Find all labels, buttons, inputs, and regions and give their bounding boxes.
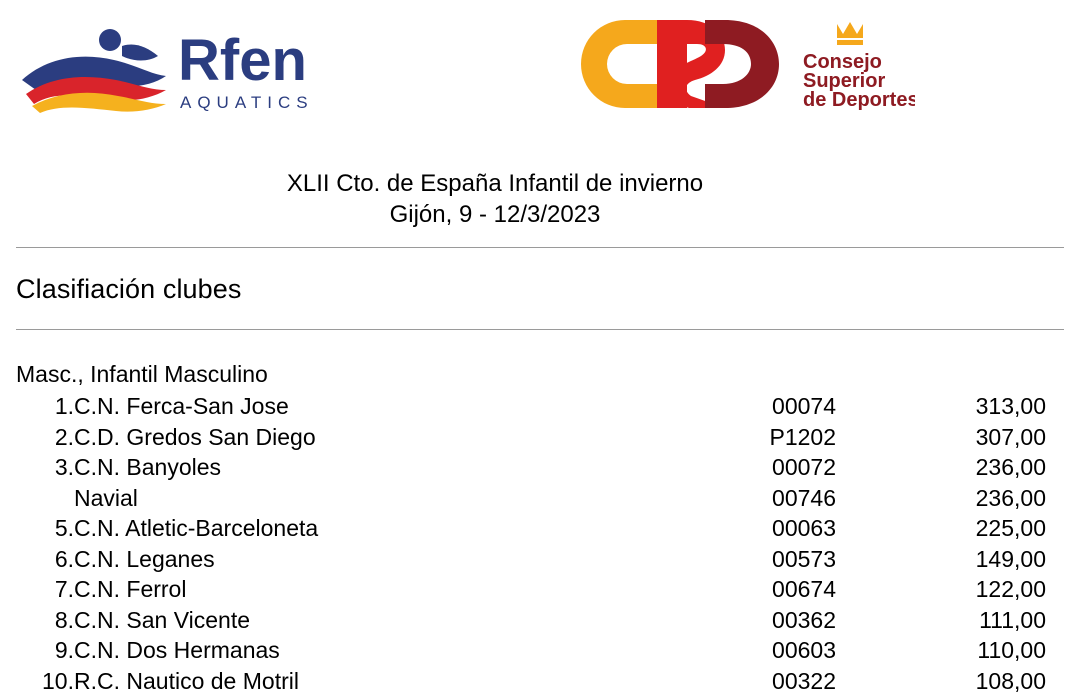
table-row (16, 607, 1046, 638)
rfen-aquatics-logo (18, 18, 358, 113)
table-row (16, 546, 1046, 577)
row-code: 00573 (646, 546, 836, 577)
row-club: C.N. Atletic-Barceloneta (74, 515, 646, 546)
row-code: P1202 (646, 424, 836, 455)
row-club: C.N. Banyoles (74, 454, 646, 485)
csd-line1: Consejo (803, 51, 882, 73)
row-code: 00362 (646, 607, 836, 638)
table-row (16, 515, 1046, 546)
row-points: 236,00 (836, 485, 1046, 516)
csd-line3: de Deportes (803, 89, 915, 111)
row-points: 108,00 (836, 668, 1046, 698)
row-code: 00322 (646, 668, 836, 698)
row-points: 110,00 (836, 637, 1046, 668)
row-rank: 8. (16, 607, 74, 638)
row-club: C.N. San Vicente (74, 607, 646, 638)
rfen-wordmark: Rfen (178, 28, 307, 93)
divider-under-title (16, 329, 1064, 330)
category-heading: Masc., Infantil Masculino (16, 361, 1080, 388)
document-header (0, 0, 1080, 130)
table-body (16, 393, 1046, 698)
row-rank: 3. (16, 454, 74, 485)
row-club: C.N. Dos Hermanas (74, 637, 646, 668)
row-rank: 2. (16, 424, 74, 455)
event-title-block (0, 168, 1080, 230)
csd-line2: Superior (803, 70, 885, 92)
row-rank: 10. (16, 668, 74, 698)
row-club: Navial (74, 485, 646, 516)
row-club: R.C. Nautico de Motril (74, 668, 646, 698)
table-row (16, 485, 1046, 516)
row-code: 00746 (646, 485, 836, 516)
row-code: 00072 (646, 454, 836, 485)
event-title: XLII Cto. de España Infantil de invierno (0, 168, 990, 199)
row-club: C.D. Gredos San Diego (74, 424, 646, 455)
table-row (16, 576, 1046, 607)
row-rank: 9. (16, 637, 74, 668)
event-subtitle: Gijón, 9 - 12/3/2023 (0, 199, 990, 230)
row-rank: 5. (16, 515, 74, 546)
page-title: Clasifiación clubes (16, 274, 1080, 305)
csd-logo-svg (565, 14, 915, 118)
club-standings-table (16, 393, 1046, 698)
row-points: 313,00 (836, 393, 1046, 424)
divider-top (16, 247, 1064, 248)
table-row (16, 637, 1046, 668)
row-club: C.N. Ferca-San Jose (74, 393, 646, 424)
row-points: 149,00 (836, 546, 1046, 577)
row-code: 00603 (646, 637, 836, 668)
row-rank: 7. (16, 576, 74, 607)
row-code: 00074 (646, 393, 836, 424)
row-rank: 6. (16, 546, 74, 577)
consejo-superior-de-deportes-logo (565, 14, 915, 118)
row-points: 236,00 (836, 454, 1046, 485)
row-rank: 1. (16, 393, 74, 424)
table-row (16, 393, 1046, 424)
row-points: 307,00 (836, 424, 1046, 455)
row-club: C.N. Ferrol (74, 576, 646, 607)
row-points: 111,00 (836, 607, 1046, 638)
row-code: 00674 (646, 576, 836, 607)
table-row (16, 668, 1046, 698)
table-row (16, 424, 1046, 455)
row-points: 122,00 (836, 576, 1046, 607)
row-points: 225,00 (836, 515, 1046, 546)
row-club: C.N. Leganes (74, 546, 646, 577)
rfen-subtitle: AQUATICS (180, 93, 314, 112)
row-code: 00063 (646, 515, 836, 546)
row-rank (16, 485, 74, 516)
table-row (16, 454, 1046, 485)
rfen-logo-svg (18, 18, 358, 113)
